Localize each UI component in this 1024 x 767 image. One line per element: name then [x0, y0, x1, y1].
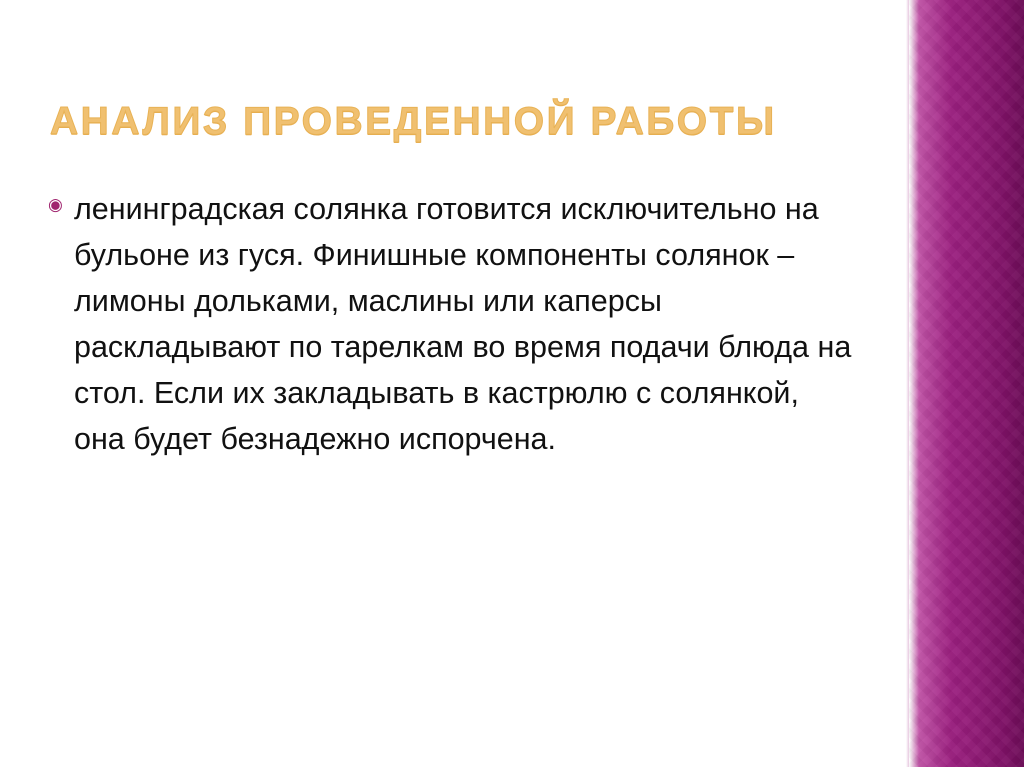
- right-decorative-band: [909, 0, 1024, 767]
- slide-title: АНАЛИЗ ПРОВЕДЕННОЙ РАБОТЫ: [50, 100, 777, 143]
- bullet-text: ленинградская солянка готовится исключительно на бульоне из гуся. Финишные компоненты солянок – лимоны дольками, маслины или каперсы раскладывают по тарелкам во время подачи блюда на стол. Если их закладывать в кастрюлю с солянкой, она будет безнадежно испорчена.: [74, 192, 852, 456]
- slide-body: [48, 186, 878, 462]
- bullet-point-icon: ◉: [48, 195, 63, 214]
- list-item: [48, 186, 878, 462]
